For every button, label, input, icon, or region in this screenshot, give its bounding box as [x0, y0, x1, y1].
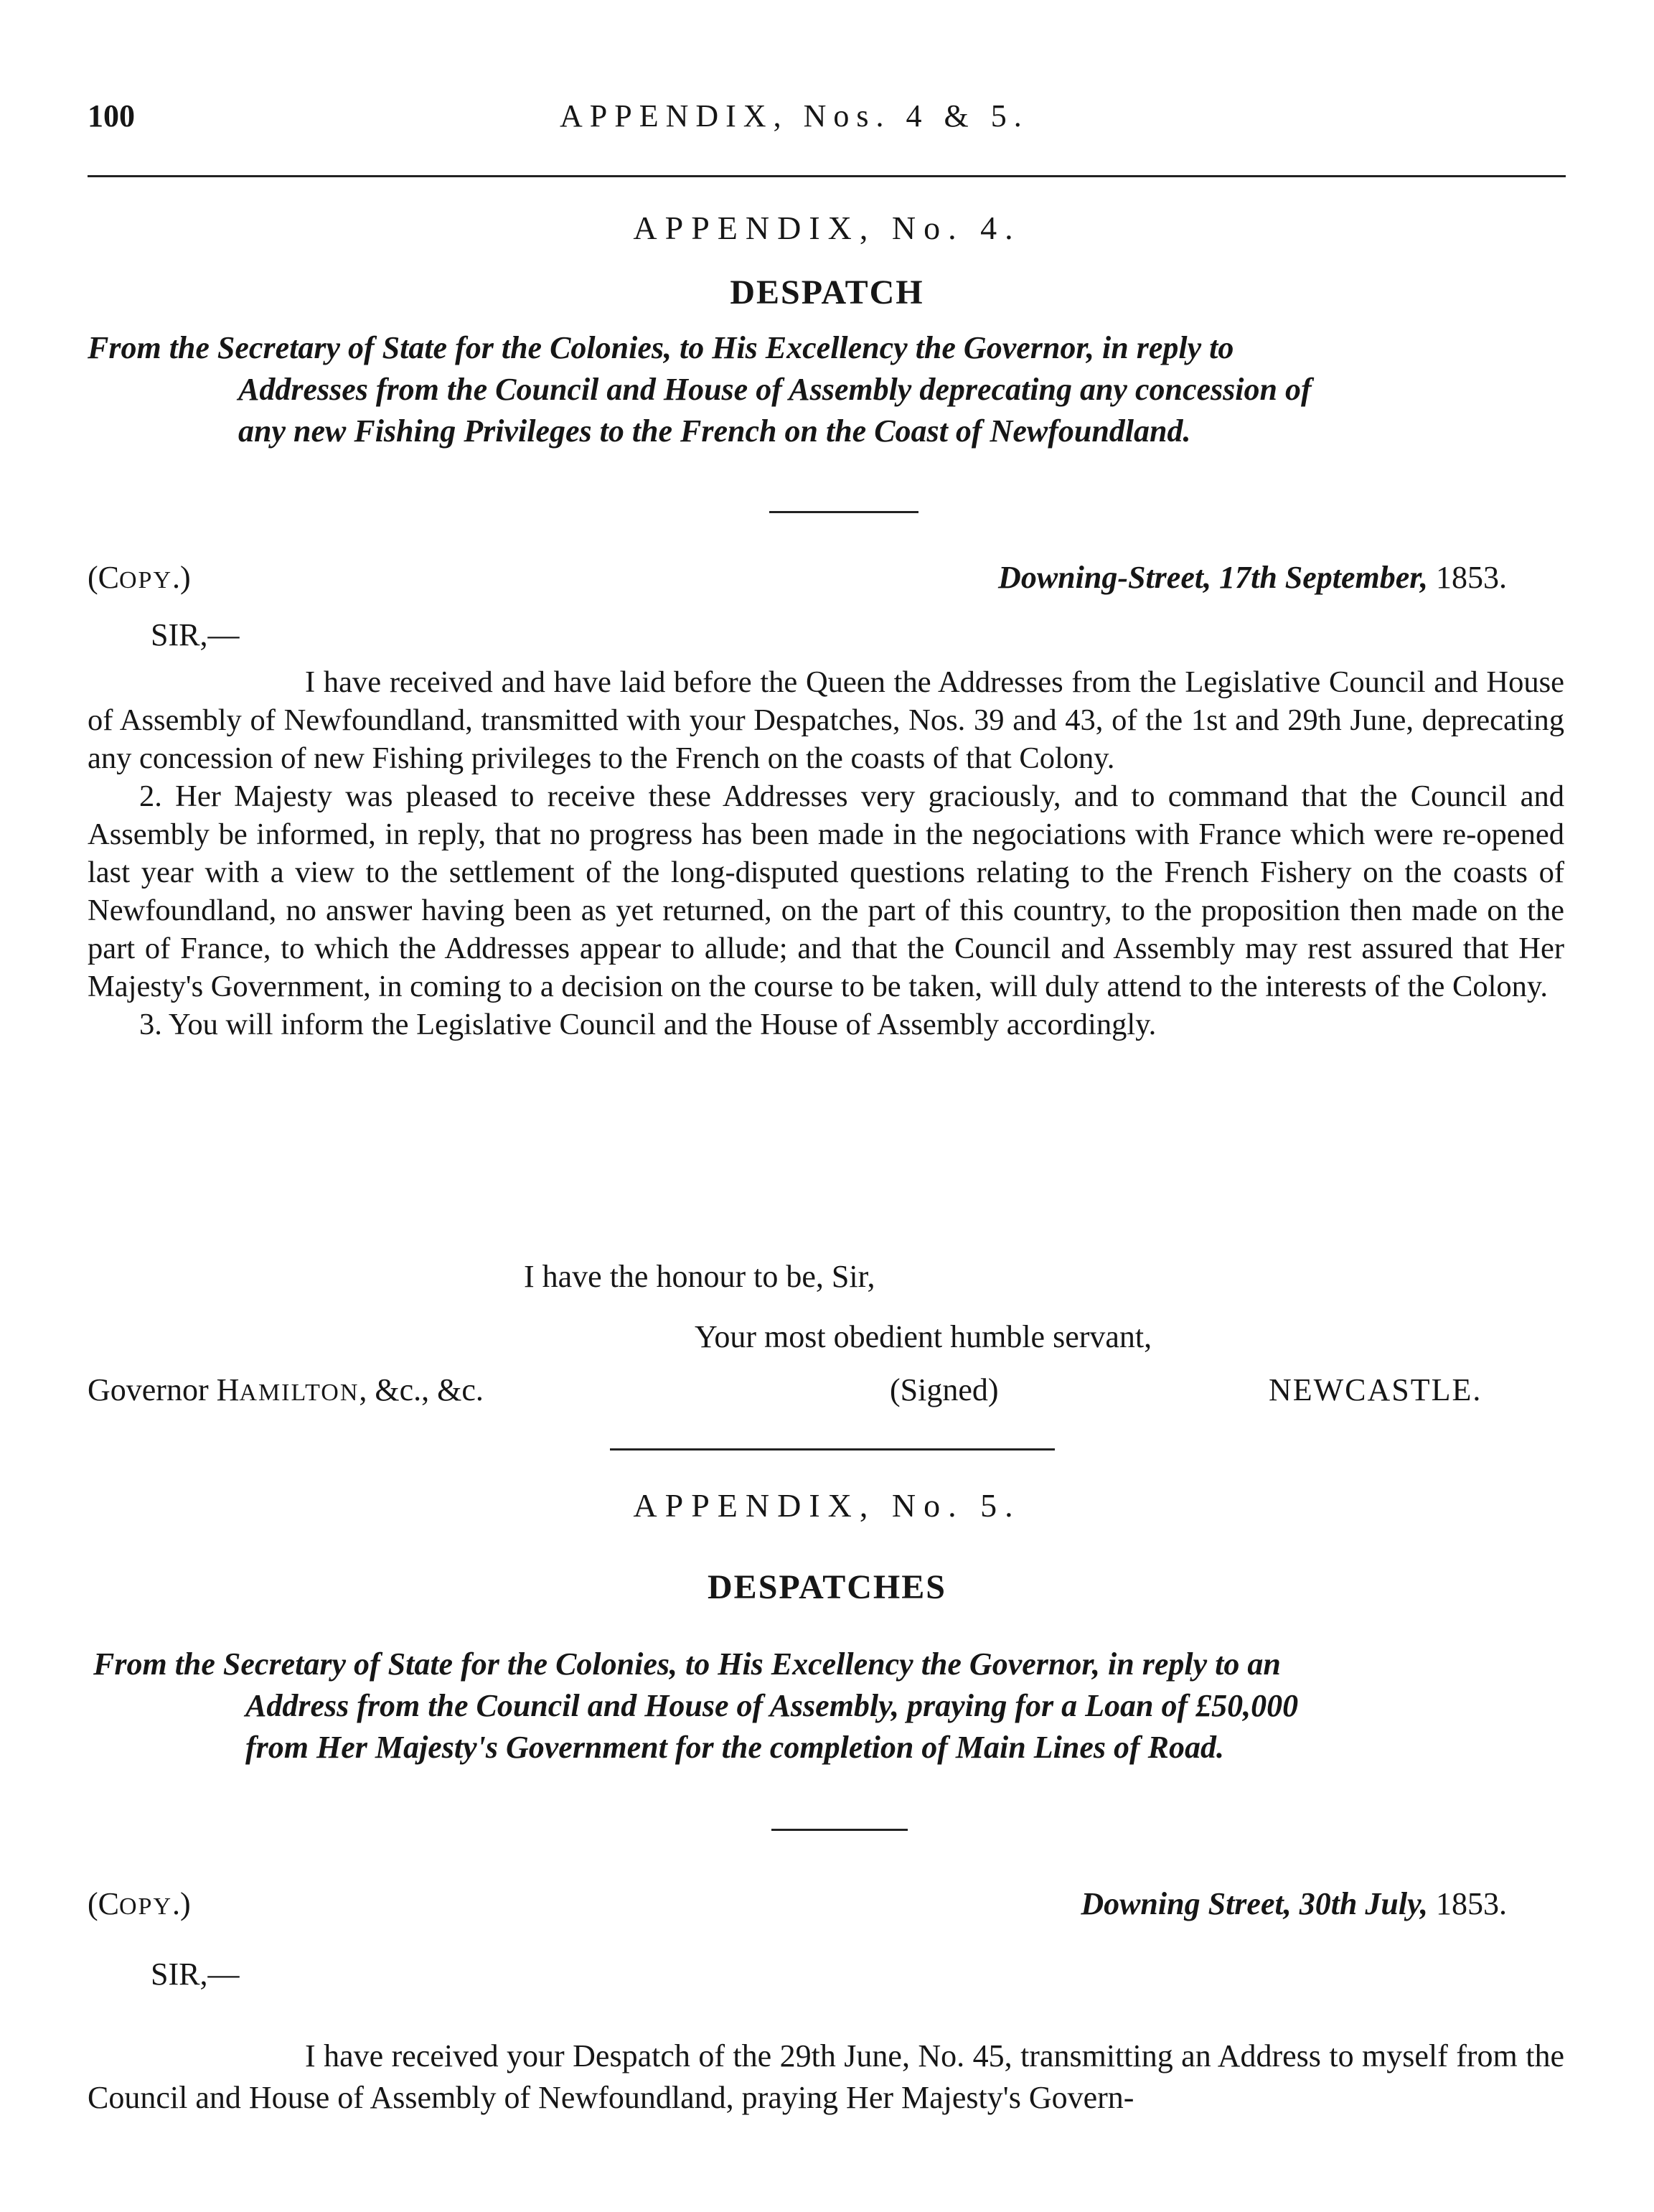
addressee-suffix: , &c., &c. — [359, 1372, 484, 1407]
appendix-5-heading: APPENDIX, No. 5. — [633, 1487, 1021, 1524]
addressee-prefix: Governor H — [88, 1372, 240, 1407]
date-year: 1853. — [1436, 1886, 1507, 1921]
paragraph: I have received and have laid before the Queen the Addresses from the Legislative Council and House of Assembly of Newfoundland, transmitted with your Despatches, Nos. 39 and 43, of the 1st and 29th June, deprecating any concession of new Fishing privileges to the French on the coasts of that Colony. — [88, 665, 1564, 775]
addressee-small-caps: AMILTON — [239, 1379, 360, 1406]
addressee — [88, 1369, 484, 1414]
copy-label-close: .) — [172, 560, 191, 595]
despatch-body — [88, 663, 1564, 1044]
copy-label — [88, 557, 191, 601]
paragraph: 3. You will inform the Legislative Council and the House of Assembly accordingly. — [139, 1008, 1157, 1041]
copy-label-open: (C — [88, 1886, 119, 1921]
subtitle-line: From the Secretary of State for the Colonies, to His Excellency the Governor, in reply to — [88, 330, 1234, 365]
section-divider — [769, 511, 918, 513]
signer-name: NEWCASTLE. — [1269, 1372, 1483, 1407]
paragraph: 2. Her Majesty was pleased to receive these Addresses very graciously, and to command that the Council and Assembly be informed, in reply, that no progress has been made in the negociations with France which were re-opened last year with a view to the settlement of the long-disputed questions relating to the French Fishery on the coasts of Newfoundland, no answer having been as yet returned, on the part of this country, to the proposition then made on the part of France, to which the Addresses appear to allude; and that the Council and Assembly may rest assured that Her Majesty's Government, in coming to a decision on the course to be taken, will duly attend to the interests of the Colony. — [88, 779, 1564, 1003]
running-title: APPENDIX, Nos. 4 & 5. — [560, 98, 1029, 133]
copy-label-close: .) — [172, 1886, 191, 1921]
subtitle-line: from Her Majesty's Government for the completion of Main Lines of Road. — [245, 1730, 1224, 1765]
date-month: July, — [1365, 1886, 1428, 1921]
date-day: 30th — [1299, 1886, 1358, 1921]
date-place: Downing-Street, — [998, 560, 1212, 595]
appendix-4-subtitle — [88, 327, 1566, 452]
despatch-date — [1081, 1883, 1507, 1925]
subtitle-line: any new Fishing Privileges to the French on the Coast of Newfoundland. — [238, 413, 1191, 449]
subtitle-line: From the Secretary of State for the Colonies, to His Excellency the Governor, in reply to an — [93, 1646, 1281, 1682]
appendix-4-title: DESPATCH — [730, 273, 924, 311]
appendix-4-heading: APPENDIX, No. 4. — [633, 210, 1021, 246]
subtitle-line: Address from the Council and House of Assembly, praying for a Loan of £50,000 — [245, 1688, 1299, 1723]
paragraph: I have received your Despatch of the 29th June, No. 45, transmitting an Address to myself from the Council and House of Assembly of Newfoundland, praying Her Majesty's Govern- — [88, 2038, 1564, 2115]
closing-honour: I have the honour to be, Sir, — [524, 1259, 875, 1294]
date-day: 17th — [1219, 560, 1277, 595]
date-place: Downing Street, — [1081, 1886, 1292, 1921]
date-year: 1853. — [1436, 560, 1507, 595]
subtitle-line: Addresses from the Council and House of Assembly deprecating any concession of — [238, 372, 1312, 407]
copy-label — [88, 1883, 191, 1928]
date-month: September, — [1284, 560, 1428, 595]
despatch-date — [998, 557, 1507, 599]
copy-label-small-caps: OPY — [119, 1893, 173, 1920]
header-rule — [88, 175, 1566, 177]
section-divider — [771, 1829, 908, 1831]
closing-servant: Your most obedient humble servant, — [695, 1319, 1152, 1354]
appendix-5-subtitle — [88, 1644, 1580, 1768]
salutation: SIR,— — [151, 1956, 240, 1992]
salutation: SIR,— — [151, 617, 240, 652]
despatch-body — [88, 2035, 1564, 2119]
page-number: 100 — [88, 98, 135, 133]
section-rule — [610, 1448, 1055, 1451]
signed-label: (Signed) — [890, 1372, 999, 1407]
appendix-5-title: DESPATCHES — [708, 1568, 946, 1606]
copy-label-small-caps: OPY — [119, 567, 173, 594]
copy-label-open: (C — [88, 560, 119, 595]
